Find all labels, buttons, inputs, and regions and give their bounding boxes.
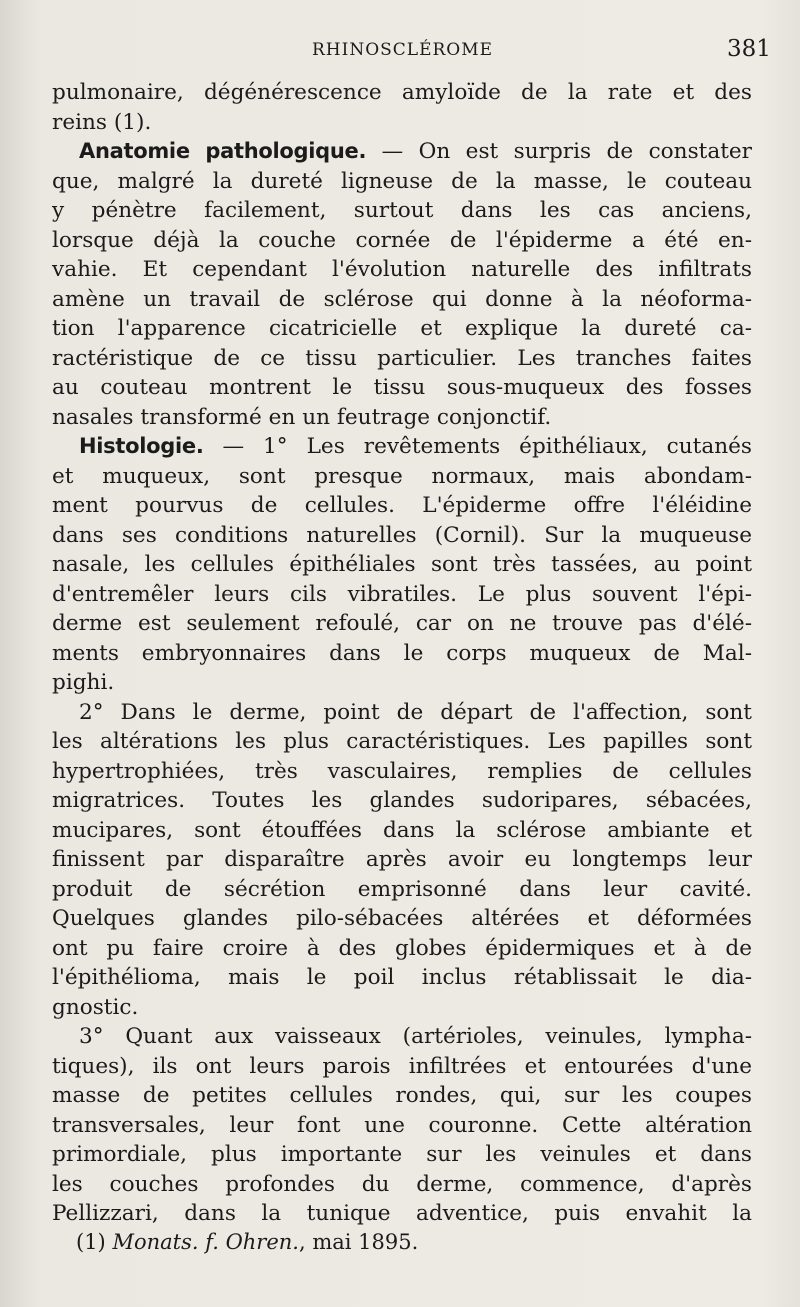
text-line: pulmonaire, dégénérescence amyloïde de la rate et des [52, 80, 752, 105]
page-number: 381 [727, 36, 771, 62]
text-line: primordiale, plus importante sur les veinules et dans [52, 1142, 752, 1167]
text-line: Quelques glandes pilo-sébacées altérées et déformées [52, 906, 752, 931]
text-run: — 1° Les revêtements épithéliaux, cutanés [203, 434, 752, 459]
text-line: dans ses conditions naturelles (Cornil). Sur la muqueuse [52, 522, 752, 548]
footnote-journal: Monats. f. Ohren. [112, 1230, 299, 1254]
text-line: les altérations les plus caractéristiques. Les papilles sont [52, 729, 752, 754]
text-line: nasales transformé en un feutrage conjonctif. [52, 404, 552, 430]
text-line: mucipares, sont étouffées dans la sclérose ambiante et [52, 817, 752, 843]
footnote [76, 1230, 676, 1254]
footnote-marker: (1) [76, 1230, 106, 1254]
text-line: tion l'apparence cicatricielle et explique la dureté ca- [52, 316, 752, 341]
text-line: nasale, les cellules épithéliales sont très tassées, au point [52, 552, 752, 577]
page-body [52, 78, 752, 1229]
text-line: vahie. Et cependant l'évolution naturelle des infiltrats [52, 257, 752, 282]
text-line: ont pu faire croire à des globes épidermiques et à de [52, 935, 752, 961]
text-line: et muqueux, sont presque normaux, mais abondam- [52, 463, 752, 489]
text-line: finissent par disparaître après avoir eu longtemps leur [52, 847, 752, 872]
text-line: transversales, leur font une couronne. Cette altération [52, 1112, 752, 1138]
text-line: au couteau montrent le tissu sous-muqueux des fosses [52, 375, 752, 400]
text-line: tiques), ils ont leurs parois infiltrées et entourées d'une [52, 1053, 752, 1079]
text-line: l'épithélioma, mais le poil inclus rétablissait le dia- [52, 965, 752, 990]
text-line: d'entremêler leurs cils vibratiles. Le plus souvent l'épi- [52, 581, 752, 607]
section-heading-histologie: Histologie. [79, 434, 204, 458]
text-line: hypertrophiées, très vasculaires, remplies de cellules [52, 758, 752, 784]
footnote-date: , mai 1895. [298, 1230, 419, 1254]
text-line: gnostic. [52, 994, 139, 1020]
text-line: ments embryonnaires dans le corps muqueux de Mal- [52, 640, 752, 666]
text-line [52, 432, 752, 462]
text-run: — On est surpris de constater [366, 139, 752, 164]
text-line: lorsque déjà la couche cornée de l'épiderme a été en- [52, 227, 752, 253]
text-line: ractéristique de ce tissu particulier. Les tranches faites [52, 345, 752, 371]
text-line: les couches profondes du derme, commence, d'après [52, 1171, 752, 1197]
text-line: 3° Quant aux vaisseaux (artérioles, veinules, lympha- [79, 1024, 752, 1049]
text-line: 2° Dans le derme, point de départ de l'affection, sont [79, 699, 752, 725]
section-heading-anatomie: Anatomie pathologique. [79, 139, 367, 163]
text-line: y pénètre facilement, surtout dans les cas anciens, [52, 198, 752, 223]
text-line: masse de petites cellules rondes, qui, sur les coupes [52, 1083, 752, 1108]
text-line: que, malgré la dureté ligneuse de la masse, le couteau [52, 168, 752, 194]
text-line: migratrices. Toutes les glandes sudoripares, sébacées, [52, 788, 752, 813]
text-line [52, 137, 752, 167]
text-line: Pellizzari, dans la tunique adventice, puis envahit la [52, 1201, 752, 1226]
text-line: reins (1). [52, 109, 152, 135]
text-line: ment pourvus de cellules. L'épiderme offre l'éléidine [52, 493, 752, 518]
running-head: RHINOSCLÉROME [312, 40, 494, 60]
text-line: produit de sécrétion emprisonné dans leur cavité. [52, 876, 752, 902]
text-line: amène un travail de sclérose qui donne à la néoforma- [52, 286, 752, 312]
page-header [0, 36, 800, 66]
text-line: derme est seulement refoulé, car on ne trouve pas d'élé- [52, 611, 752, 636]
text-line: pighi. [52, 670, 115, 695]
